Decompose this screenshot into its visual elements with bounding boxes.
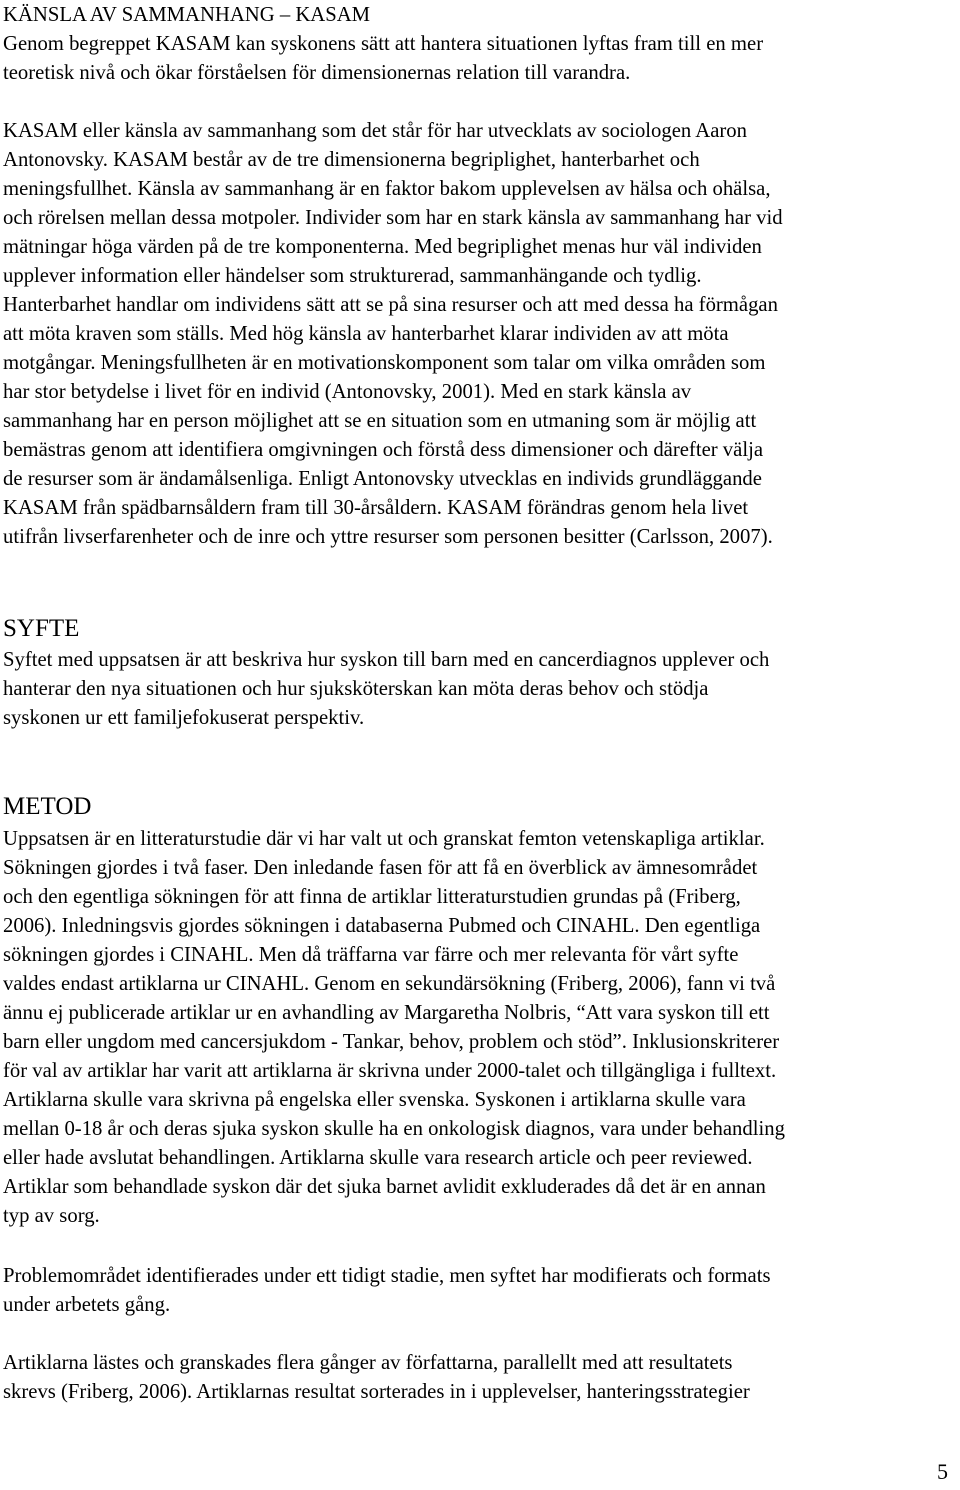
metod-heading: METOD (3, 793, 92, 820)
syfte-heading: SYFTE (3, 615, 80, 642)
metod-paragraph-2: Problemområdet identifierades under ett tidigt stadie, men syftet har modifierats och formats under arbetets gång. (3, 1265, 771, 1316)
kasam-intro-paragraph: Genom begreppet KASAM kan syskonens sätt att hantera situationen lyftas fram till en mer teoretisk nivå och ökar förståelsen för dimensionernas relation till varandra. (3, 33, 764, 84)
page-number: 5 (937, 1459, 948, 1484)
kasam-body-paragraph: KASAM eller känsla av sammanhang som det står för har utvecklats av sociologen Aaron Antonovsky. KASAM består av de tre dimensionerna begriplighet, hanterbarhet och meningsfullhet. Känsla av sammanhang är en faktor bakom upplevelsen av hälsa och ohälsa, och rörelsen mellan dessa motpoler. Individer som har en stark känsla av sammanhang har vid mätningar höga värden på de tre komponenterna. Med begriplighet menas hur väl individen upplever information eller händelser som strukturerad, sammanhängande och tydlig. Hanterbarhet handlar om individens sätt att se på sina resurser och att med dessa ha förmågan att möta kraven som ställs. Med hög känsla av hanterbarhet klarar individen av att möta motgångar. Meningsfullheten är en motivationskomponent som talar om vilka områden som har stor betydelse i livet för en individ (Antonovsky, 2001). Med en stark känsla av sammanhang har en person möjlighet att se en situation som en utmaning som är möjlig att bemästras genom att identifiera omgivningen och förstå dess dimensioner och därefter välja de resurser som är ändamålsenliga. Enligt Antonovsky utvecklas en individs grundläggande KASAM från spädbarnsåldern fram till 30-årsåldern. KASAM förändras genom hela livet utifrån livserfarenheter och de inre och yttre resurser som personen besitter (Carlsson, 2007). (3, 120, 783, 548)
syfte-paragraph: Syftet med uppsatsen är att beskriva hur syskon till barn med en cancerdiagnos upplever och hanterar den nya situationen och hur sjuksköterskan kan möta deras behov och stödja syskonen ur ett familjefokuserat perspektiv. (3, 649, 770, 729)
metod-paragraph-1: Uppsatsen är en litteraturstudie där vi har valt ut och granskat femton vetenskapliga artiklar. Sökningen gjordes i två faser. Den inledande fasen för att få en överblick av ämnesområdet och den egentliga sökningen för att finna de artiklar litteraturstudien grundas på (Friberg, 2006). Inledningsvis gjordes sökningen i databaserna Pubmed och CINAHL. Den egentliga sökningen gjordes i CINAHL. Men då träffarna var färre och mer relevanta för vårt syfte valdes endast artiklarna ur CINAHL. Genom en sekundärsökning (Friberg, 2006), fann vi två ännu ej publicerade artiklar ur en avhandling av Margaretha Nolbris, “Att vara syskon till ett barn eller ungdom med cancersjukdom - Tankar, behov, problem och stöd”. Inklusionskriterer för val av artiklar har varit att artiklarna är skrivna under 2000-talet och tillgängliga i fulltext. Artiklarna skulle vara skrivna på engelska eller svenska. Syskonen i artiklarna skulle vara mellan 0-18 år och deras sjuka syskon skulle ha en onkologisk diagnos, vara under behandling eller hade avslutat behandlingen. Artiklarna skulle vara research article och peer reviewed. Artiklar som behandlade syskon där det sjuka barnet avlidit exkluderades då det är en annan typ av sorg. (3, 828, 785, 1227)
kasam-heading-line: KÄNSLA AV SAMMANHANG – KASAM (3, 4, 371, 26)
metod-paragraph-3: Artiklarna lästes och granskades flera gånger av författarna, parallellt med att resultatets skrevs (Friberg, 2006). Artiklarnas resultat sorterades in i upplevelser, hanteringsstrategier (3, 1352, 750, 1403)
